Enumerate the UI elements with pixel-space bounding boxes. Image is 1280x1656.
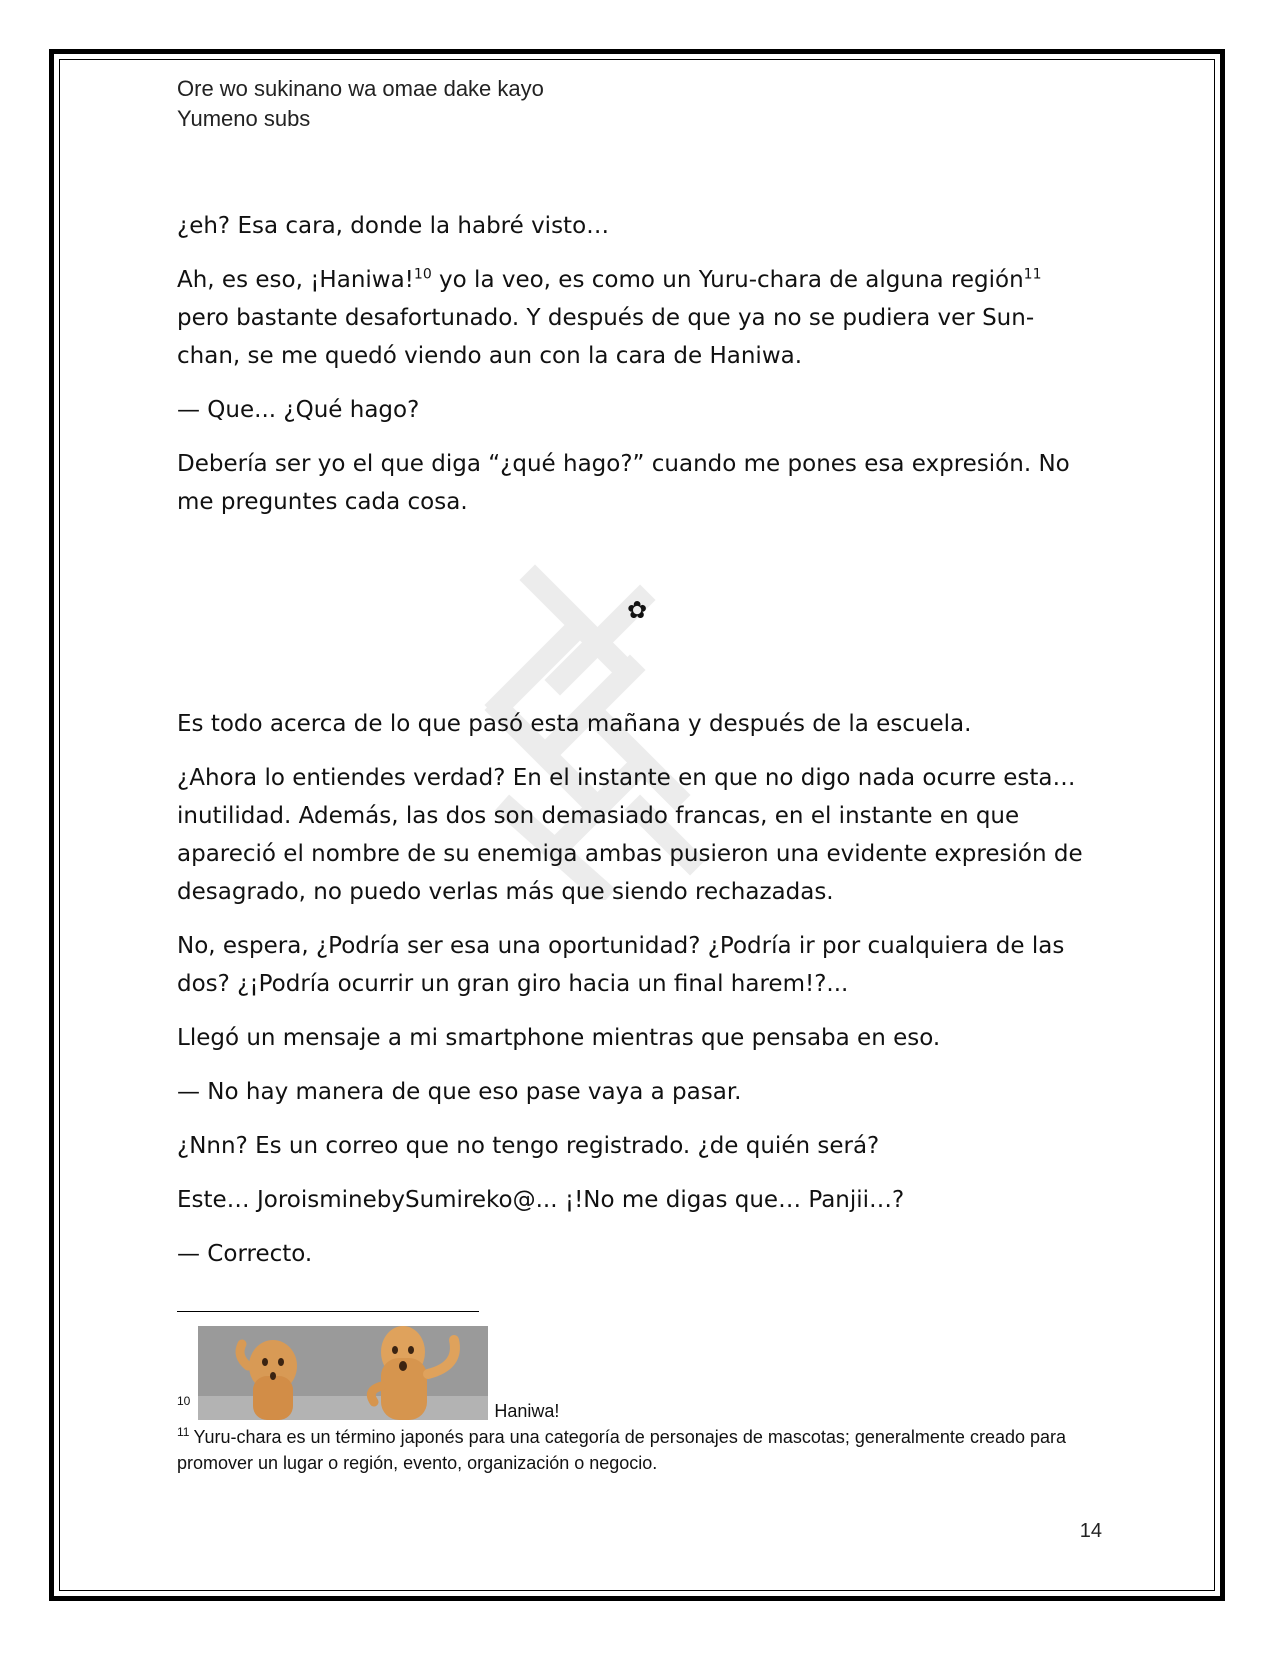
footnote-10: [177, 1320, 1097, 1420]
footnote-divider: [177, 1311, 479, 1312]
footnote-text: Haniwa!: [494, 1401, 560, 1421]
paragraph: Llegó un mensaje a mi smartphone mientras que pensaba en eso.: [177, 1025, 941, 1051]
paragraph: ¿Nnn? Es un correo que no tengo registrado. ¿de quién será?: [177, 1133, 880, 1159]
paragraph: ¿eh? Esa cara, donde la habré visto…: [177, 213, 610, 239]
footnote-ref-10[interactable]: 10: [413, 266, 432, 283]
paragraph: Es todo acerca de lo que pasó esta mañana y después de la escuela.: [177, 711, 972, 737]
footnote-ref-11[interactable]: 11: [1023, 266, 1042, 283]
paragraph-text: pero bastante desafortunado. Y después de que ya no se pudiera ver Sun-chan, se me quedó viendo aun con la cara de Haniwa.: [177, 305, 1035, 369]
paragraph: — Que... ¿Qué hago?: [177, 397, 420, 423]
paragraph-text: yo la veo, es como un Yuru-chara de alguna región: [431, 267, 1024, 293]
paragraph-text: Ah, es eso, ¡Haniwa!: [177, 267, 414, 293]
flower-separator-icon: ✿: [626, 596, 648, 624]
footnote-number: 10: [177, 1394, 191, 1408]
footnote-number: 11: [177, 1425, 190, 1439]
paragraph: Debería ser yo el que diga “¿qué hago?” cuando me pones esa expresión. No me preguntes cada cosa.: [177, 451, 1070, 515]
paragraph: Este… JoroisminebySumireko@... ¡!No me digas que… Panjii…?: [177, 1187, 905, 1213]
footnote-11: [177, 1424, 1097, 1476]
page-number: 14: [1079, 1520, 1102, 1542]
document-header: [177, 74, 544, 134]
footnotes: [177, 1320, 1097, 1476]
header-title: Ore wo sukinano wa omae dake kayo: [177, 76, 544, 101]
paragraph: ¿Ahora lo entiendes verdad? En el instante en que no digo nada ocurre esta… inutilidad. Además, las dos son demasiado francas, en el instante en que apareció el nombre de su enemiga ambas pusieron una evidente expresión de desagrado, no puedo verlas más que siendo rechazadas.: [177, 765, 1083, 905]
paragraph: No, espera, ¿Podría ser esa una oportunidad? ¿Podría ir por cualquiera de las dos? ¿¡Podría ocurrir un gran giro hacia un final harem!?...: [177, 933, 1065, 997]
haniwa-image: [198, 1326, 488, 1420]
footnote-text: Yuru-chara es un término japonés para una categoría de personajes de mascotas; generalmente creado para promover un lugar o región, evento, organización o negocio.: [177, 1427, 1067, 1473]
paragraph: — Correcto.: [177, 1241, 313, 1267]
chapter-body: [177, 207, 1097, 1289]
paragraph: — No hay manera de que eso pase vaya a pasar.: [177, 1079, 742, 1105]
header-group: Yumeno subs: [177, 106, 311, 131]
paragraph: [177, 261, 1097, 375]
